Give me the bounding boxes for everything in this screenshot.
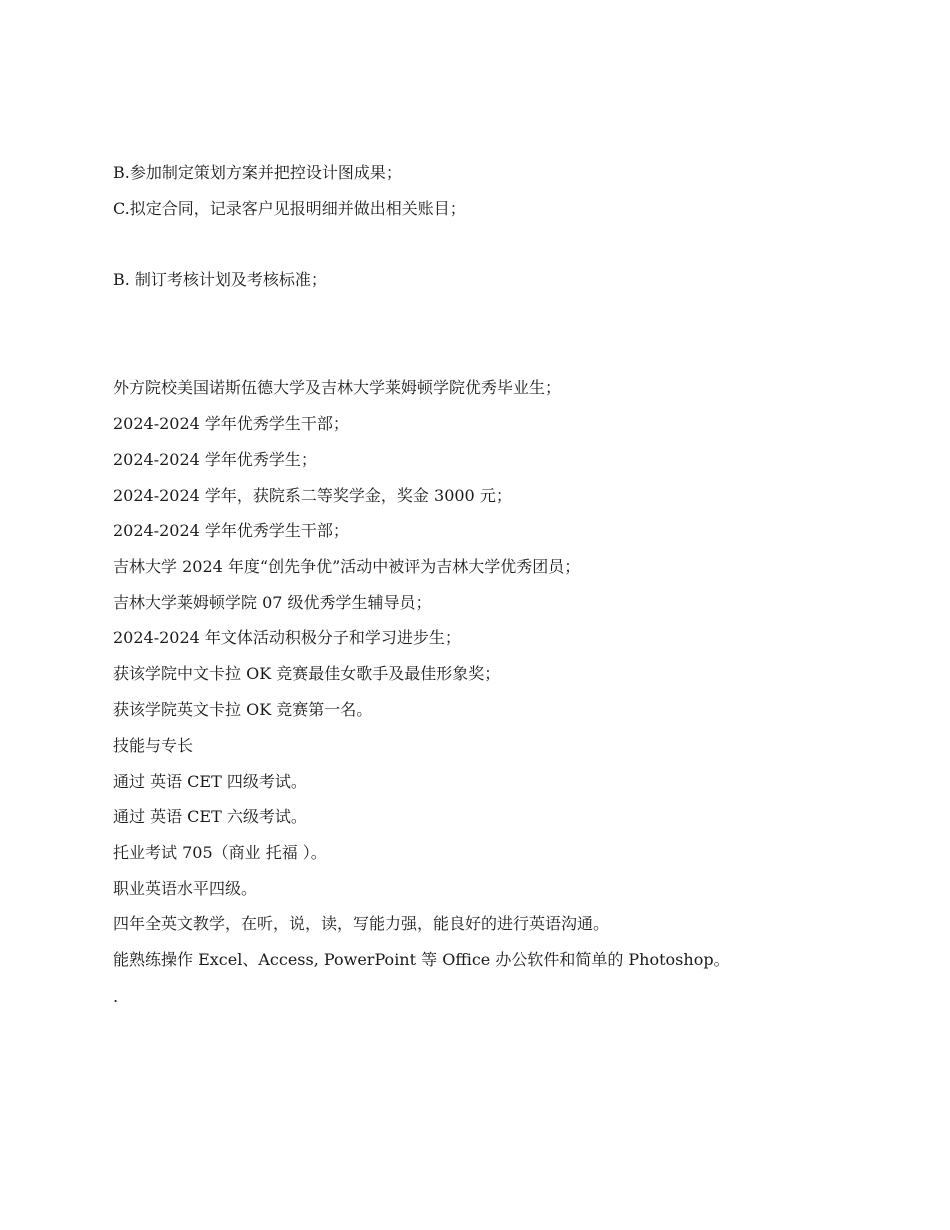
text-line: 2024-2024 学年优秀学生； <box>113 450 317 469</box>
text-line: 能熟练操作 Excel、Access, PowerPoint 等 Office 办公软件和简单的 Photoshop。 <box>113 950 730 969</box>
text-line: B.参加制定策划方案并把控设计图成果； <box>113 163 402 182</box>
text-line: 2024-2024 年文体活动积极分子和学习进步生； <box>113 628 461 647</box>
text-line: . <box>113 987 119 1006</box>
text-line: 通过 英语 CET 四级考试。 <box>113 772 307 791</box>
text-line: B. 制订考核计划及考核标准； <box>113 270 327 289</box>
text-line: 2024-2024 学年优秀学生干部； <box>113 521 349 540</box>
section-heading: 技能与专长 <box>113 736 194 755</box>
text-line: 四年全英文教学，在听，说，读，写能力强，能良好的进行英语沟通。 <box>113 914 610 933</box>
text-line: 职业英语水平四级。 <box>113 879 258 898</box>
text-line: 2024-2024 学年，获院系二等奖学金，奖金 3000 元； <box>113 486 512 505</box>
text-line: 托业考试 705（商业 托福 ）。 <box>113 843 327 862</box>
text-line: C.拟定合同，记录客户见报明细并做出相关账目； <box>113 199 466 218</box>
text-line: 2024-2024 学年优秀学生干部； <box>113 414 349 433</box>
text-line: 吉林大学 2024 年度“创先争优”活动中被评为吉林大学优秀团员； <box>113 557 581 576</box>
text-line: 吉林大学莱姆顿学院 07 级优秀学生辅导员； <box>113 593 432 612</box>
text-line: 通过 英语 CET 六级考试。 <box>113 807 307 826</box>
text-line: 外方院校美国诺斯伍德大学及吉林大学莱姆顿学院优秀毕业生； <box>113 378 562 397</box>
text-line: 获该学院中文卡拉 OK 竞赛最佳女歌手及最佳形象奖； <box>113 664 501 683</box>
text-line: 获该学院英文卡拉 OK 竞赛第一名。 <box>113 700 373 719</box>
